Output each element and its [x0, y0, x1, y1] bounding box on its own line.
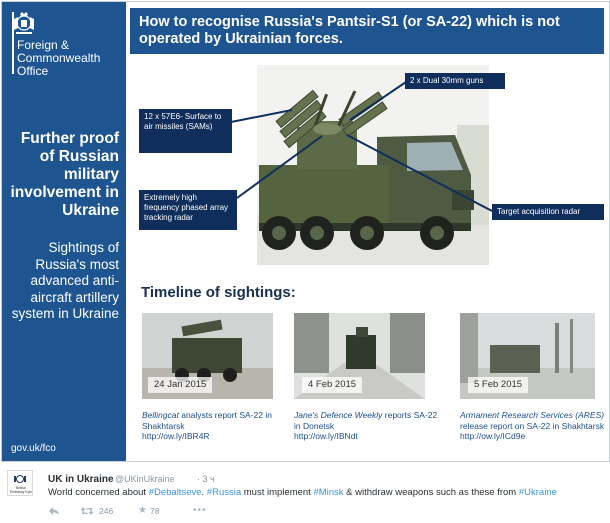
- title-bar: [130, 8, 604, 54]
- sidebar: [2, 2, 126, 461]
- sidebar-headline: Further proof of Russian military involvement in Ukraine: [10, 130, 119, 219]
- retweet-count: 246: [99, 506, 114, 516]
- sighting-source: Bellingcat: [142, 410, 179, 420]
- royal-crest-icon: [10, 10, 38, 36]
- callout-guns: 2 x Dual 30mm guns: [405, 73, 505, 89]
- sighting-date-2: 4 Feb 2015: [302, 377, 362, 393]
- sighting-date-1: 24 Jan 2015: [148, 377, 212, 393]
- avatar[interactable]: [7, 470, 33, 496]
- sighting-date-3: 5 Feb 2015: [468, 377, 528, 393]
- sighting-link[interactable]: http://ow.ly/ICd9e: [460, 431, 526, 441]
- hashtag-ukraine[interactable]: #Ukraine: [518, 487, 557, 498]
- sighting-caption-3: Armament Research Services (ARES) release report on SA-22 in Shakhtarsk http://ow.ly/ICd9e: [460, 410, 605, 441]
- star-icon[interactable]: ★: [138, 505, 147, 516]
- callout-target-radar: Target acquisition radar: [492, 204, 604, 220]
- infographic: [1, 1, 610, 462]
- more-icon[interactable]: •••: [193, 505, 207, 516]
- sighting-source: Jane's Defence Weekly: [294, 410, 383, 420]
- sidebar-subhead: Sightings of Russia's most advanced anti-aircraft artillery system in Ukraine: [11, 240, 119, 321]
- callout-phased-radar: Extremely high frequency phased array tracking radar: [139, 190, 237, 230]
- hashtag-debaltseve[interactable]: #Debaltseve: [148, 487, 202, 498]
- site-url: gov.uk/fco: [11, 443, 56, 454]
- hashtag-minsk[interactable]: #Minsk: [313, 487, 344, 498]
- royal-crest-icon: [13, 473, 27, 485]
- tweet-text: World concerned about #Debaltseve. #Russia must implement #Minsk & withdraw weapons such as these from #Ukraine: [48, 487, 557, 498]
- callout-sam: 12 x 57E6- Surface to air missiles (SAMs): [139, 109, 232, 153]
- org-name: Foreign & Commonwealth Office: [17, 38, 101, 78]
- pantsir-photo: [257, 65, 489, 265]
- favorite-count: 78: [150, 506, 160, 516]
- sighting-source: Armament Research Services (ARES): [460, 410, 605, 420]
- reply-icon[interactable]: [48, 506, 60, 516]
- org-rule: [12, 12, 14, 74]
- hashtag-russia[interactable]: #Russia: [206, 487, 242, 498]
- retweet-icon[interactable]: [80, 506, 94, 516]
- sighting-link[interactable]: http://ow.ly/IBNdt: [294, 431, 358, 441]
- tweet-author[interactable]: UK in Ukraine: [48, 474, 114, 485]
- avatar-label: British Embassy Kyiv: [10, 486, 32, 494]
- infographic-title: How to recognise Russia's Pantsir-S1 (or SA-22) which is not operated by Ukrainian forces.: [139, 14, 560, 47]
- sighting-caption-1: Bellingcat analysts report SA-22 in Shakhtarsk http://ow.ly/IBR4R: [142, 410, 272, 441]
- sighting-caption-2: Jane's Defence Weekly reports SA-22 in Donetsk http://ow.ly/IBNdt: [294, 410, 438, 441]
- tweet-time[interactable]: · 3 ч: [197, 474, 215, 484]
- tweet: [0, 462, 610, 523]
- sighting-link[interactable]: http://ow.ly/IBR4R: [142, 431, 210, 441]
- timeline-title: Timeline of sightings:: [141, 284, 296, 301]
- tweet-handle[interactable]: @UKinUkraine: [115, 474, 175, 484]
